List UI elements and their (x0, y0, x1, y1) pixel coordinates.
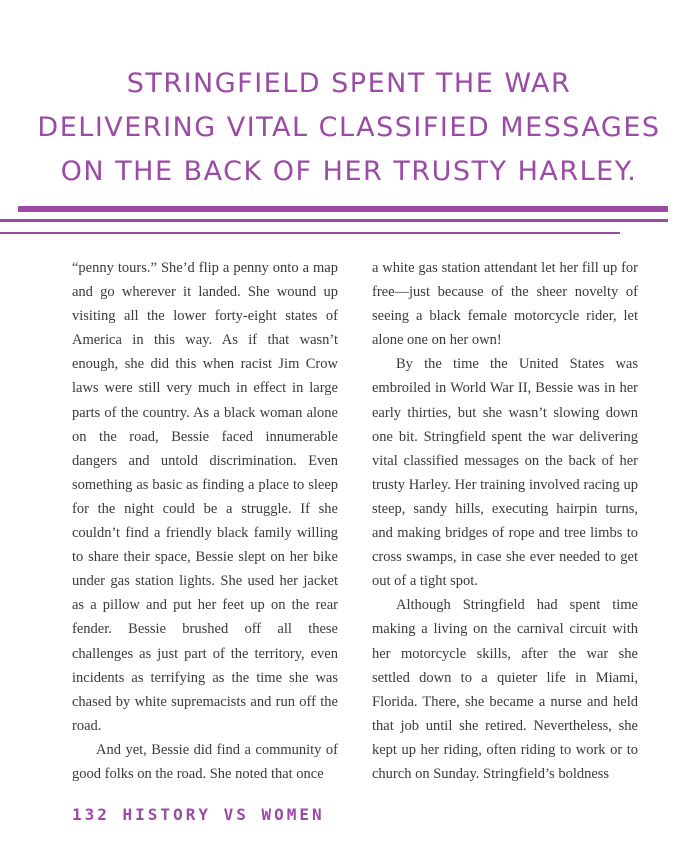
paragraph: a white gas station attendant let her fill up for free—just because of the sheer novelty of seeing a black female motorcycle rider, let alone one on her own! (372, 260, 638, 349)
paragraph: By the time the United States was embroiled in World War II, Bessie was in her early thirties, but she wasn’t slowing down one bit. Stringfield spent the war delivering vital classified messages on the back of her trusty Harley. Her training involved racing up steep, sandy hills, executing hairpin turns, and making bridges of rope and tree limbs to cross swamps, in case she ever needed to get out of a tight spot. (372, 356, 638, 590)
text-column-right (372, 256, 638, 786)
pull-quote-line-1: STRINGFIELD SPENT THE WAR (126, 68, 572, 99)
pull-quote-line-3: ON THE BACK OF HER TRUSTY HARLEY. (60, 156, 638, 187)
pull-quote-line-2: DELIVERING VITAL CLASSIFIED MESSAGES (37, 112, 661, 143)
divider-medium (0, 219, 668, 222)
divider-thin (0, 232, 620, 234)
paragraph: “penny tours.” She’d flip a penny onto a map and go wherever it landed. She wound up visiting all the lower forty-eight states of America in this way. As if that wasn’t enough, she did this when racist Jim Crow laws were still very much in effect in large parts of the country. As a black woman alone on the road, Bessie faced innumerable dangers and untold discrimination. Even something as basic as finding a place to sleep for the night could be a struggle. If she couldn’t find a friendly black family willing to share their space, Bessie slept on her bike under gas station lights. She used her jacket as a pillow and put her feet up on the rear fender. Bessie brushed off all these challenges as just part of the territory, even incidents as terrifying as the time she was chased by white supremacists and run off the road. (72, 260, 338, 734)
text-column-left (72, 256, 338, 786)
pull-quote (0, 62, 698, 194)
paragraph: Although Stringfield had spent time making a living on the carnival circuit with her motorcycle skills, after the war she settled down to a quieter life in Miami, Florida. There, she became a nurse and held that job until she retired. Nevertheless, she kept up her riding, often riding to work or to church on Sunday. Stringfield’s boldness (372, 597, 638, 782)
page-footer: 132 HISTORY VS WOMEN (72, 805, 325, 824)
paragraph: And yet, Bessie did find a community of good folks on the road. She noted that once (72, 741, 338, 782)
divider-thick (18, 206, 668, 212)
